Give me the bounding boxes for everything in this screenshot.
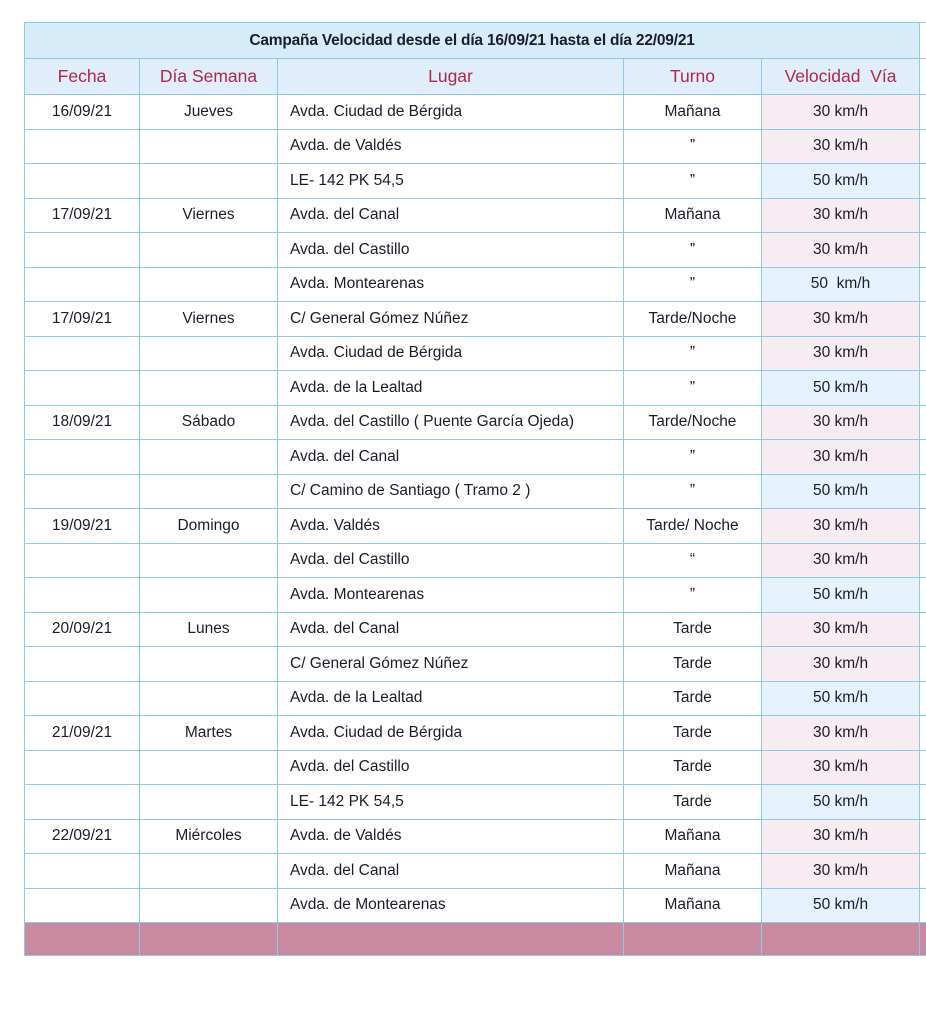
cell-fecha	[25, 888, 140, 923]
cell-turno: ”	[624, 336, 762, 371]
cell-lugar: C/ Camino de Santiago ( Tramo 2 )	[278, 474, 624, 509]
footer-cell	[762, 923, 920, 956]
cell-velocidad: 50 km/h	[762, 267, 920, 302]
cell-lugar: Avda. Montearenas	[278, 578, 624, 613]
header-lugar: Lugar	[278, 59, 624, 95]
cell-dia-semana	[140, 785, 278, 820]
cell-fecha: 17/09/21	[25, 198, 140, 233]
cell-fecha	[25, 750, 140, 785]
cell-lugar: Avda. Valdés	[278, 509, 624, 544]
footer-cell	[278, 923, 624, 956]
cell-velocidad: 30 km/h	[762, 819, 920, 854]
table-edge-cell	[920, 785, 926, 820]
cell-turno: Tarde	[624, 750, 762, 785]
table-row	[25, 336, 926, 371]
table-edge-cell	[920, 302, 926, 337]
cell-fecha: 22/09/21	[25, 819, 140, 854]
table-edge-cell	[920, 509, 926, 544]
cell-dia-semana: Jueves	[140, 95, 278, 130]
cell-fecha: 17/09/21	[25, 302, 140, 337]
cell-fecha	[25, 371, 140, 406]
footer-cell	[624, 923, 762, 956]
cell-dia-semana	[140, 164, 278, 199]
cell-dia-semana: Sábado	[140, 405, 278, 440]
cell-dia-semana: Viernes	[140, 198, 278, 233]
table-edge-cell	[920, 59, 926, 95]
cell-lugar: C/ General Gómez Núñez	[278, 302, 624, 337]
cell-turno: Tarde/Noche	[624, 405, 762, 440]
cell-velocidad: 50 km/h	[762, 371, 920, 406]
cell-lugar: Avda. del Canal	[278, 440, 624, 475]
table-row	[25, 819, 926, 854]
cell-turno: ”	[624, 578, 762, 613]
cell-velocidad: 30 km/h	[762, 612, 920, 647]
table-edge-cell	[920, 716, 926, 751]
table-edge-cell	[920, 336, 926, 371]
cell-velocidad: 30 km/h	[762, 129, 920, 164]
table-row	[25, 440, 926, 475]
cell-fecha	[25, 164, 140, 199]
cell-turno: Tarde	[624, 716, 762, 751]
cell-turno: Mañana	[624, 854, 762, 889]
cell-lugar: Avda. de la Lealtad	[278, 681, 624, 716]
cell-lugar: LE- 142 PK 54,5	[278, 164, 624, 199]
cell-dia-semana	[140, 578, 278, 613]
table-row	[25, 888, 926, 923]
table-row	[25, 95, 926, 130]
cell-lugar: Avda. Ciudad de Bérgida	[278, 95, 624, 130]
cell-lugar: Avda. de Valdés	[278, 819, 624, 854]
cell-fecha	[25, 854, 140, 889]
table-row	[25, 647, 926, 682]
cell-fecha	[25, 785, 140, 820]
cell-velocidad: 50 km/h	[762, 681, 920, 716]
table-row	[25, 681, 926, 716]
cell-dia-semana	[140, 267, 278, 302]
table-edge-cell	[920, 440, 926, 475]
cell-lugar: Avda. de Valdés	[278, 129, 624, 164]
cell-dia-semana	[140, 233, 278, 268]
table-row	[25, 785, 926, 820]
cell-turno: Mañana	[624, 819, 762, 854]
cell-velocidad: 30 km/h	[762, 405, 920, 440]
table-edge-cell	[920, 578, 926, 613]
speed-campaign-document	[24, 22, 926, 956]
table-row	[25, 854, 926, 889]
cell-lugar: Avda. del Castillo	[278, 233, 624, 268]
cell-velocidad: 30 km/h	[762, 95, 920, 130]
cell-lugar: Avda. del Castillo ( Puente García Ojeda)	[278, 405, 624, 440]
cell-lugar: Avda. del Castillo	[278, 543, 624, 578]
cell-dia-semana: Martes	[140, 716, 278, 751]
cell-lugar: LE- 142 PK 54,5	[278, 785, 624, 820]
table-edge-cell	[920, 198, 926, 233]
cell-fecha: 18/09/21	[25, 405, 140, 440]
cell-fecha	[25, 647, 140, 682]
table-edge-cell	[920, 750, 926, 785]
cell-turno: “	[624, 543, 762, 578]
table-edge-cell	[920, 612, 926, 647]
cell-dia-semana	[140, 750, 278, 785]
footer-cell	[920, 923, 926, 956]
cell-fecha	[25, 129, 140, 164]
cell-fecha	[25, 440, 140, 475]
table-row	[25, 612, 926, 647]
cell-dia-semana: Lunes	[140, 612, 278, 647]
cell-lugar: Avda. Ciudad de Bérgida	[278, 716, 624, 751]
cell-lugar: Avda. del Castillo	[278, 750, 624, 785]
cell-dia-semana	[140, 543, 278, 578]
table-header-row	[25, 59, 926, 95]
cell-turno: Tarde	[624, 647, 762, 682]
table-body	[25, 95, 926, 923]
cell-fecha: 21/09/21	[25, 716, 140, 751]
cell-dia-semana: Viernes	[140, 302, 278, 337]
table-row	[25, 543, 926, 578]
cell-fecha	[25, 578, 140, 613]
cell-lugar: Avda. de Montearenas	[278, 888, 624, 923]
cell-velocidad: 30 km/h	[762, 543, 920, 578]
table-edge-cell	[920, 681, 926, 716]
footer-cell	[140, 923, 278, 956]
table-row	[25, 129, 926, 164]
cell-velocidad: 30 km/h	[762, 647, 920, 682]
cell-turno: ”	[624, 474, 762, 509]
cell-turno: ”	[624, 129, 762, 164]
table-row	[25, 405, 926, 440]
cell-fecha	[25, 233, 140, 268]
table-edge-cell	[920, 888, 926, 923]
header-fecha: Fecha	[25, 59, 140, 95]
cell-fecha	[25, 336, 140, 371]
header-velocidad-via: Velocidad Vía	[762, 59, 920, 95]
table-edge-cell	[920, 23, 926, 59]
cell-dia-semana	[140, 440, 278, 475]
cell-dia-semana: Domingo	[140, 509, 278, 544]
table-row	[25, 578, 926, 613]
table-edge-cell	[920, 164, 926, 199]
cell-turno: Mañana	[624, 95, 762, 130]
table-edge-cell	[920, 95, 926, 130]
cell-velocidad: 50 km/h	[762, 888, 920, 923]
cell-dia-semana	[140, 371, 278, 406]
table-row	[25, 302, 926, 337]
cell-fecha	[25, 543, 140, 578]
cell-turno: Tarde	[624, 785, 762, 820]
cell-turno: Mañana	[624, 888, 762, 923]
cell-fecha	[25, 681, 140, 716]
table-edge-cell	[920, 474, 926, 509]
cell-velocidad: 30 km/h	[762, 233, 920, 268]
cell-dia-semana	[140, 336, 278, 371]
table-row	[25, 509, 926, 544]
table-row	[25, 198, 926, 233]
cell-turno: ”	[624, 371, 762, 406]
cell-turno: Tarde	[624, 612, 762, 647]
cell-velocidad: 50 km/h	[762, 474, 920, 509]
cell-lugar: Avda. del Canal	[278, 854, 624, 889]
table-edge-cell	[920, 819, 926, 854]
table-footer-row	[25, 923, 926, 956]
cell-velocidad: 30 km/h	[762, 854, 920, 889]
cell-velocidad: 30 km/h	[762, 440, 920, 475]
cell-fecha: 20/09/21	[25, 612, 140, 647]
cell-dia-semana	[140, 888, 278, 923]
cell-turno: ”	[624, 267, 762, 302]
table-row	[25, 750, 926, 785]
cell-dia-semana	[140, 854, 278, 889]
cell-velocidad: 30 km/h	[762, 198, 920, 233]
cell-turno: ”	[624, 164, 762, 199]
cell-lugar: Avda. Ciudad de Bérgida	[278, 336, 624, 371]
header-dia-semana: Día Semana	[140, 59, 278, 95]
table-row	[25, 164, 926, 199]
table-edge-cell	[920, 371, 926, 406]
cell-velocidad: 30 km/h	[762, 750, 920, 785]
cell-lugar: Avda. Montearenas	[278, 267, 624, 302]
cell-velocidad: 30 km/h	[762, 302, 920, 337]
table-edge-cell	[920, 543, 926, 578]
cell-dia-semana	[140, 474, 278, 509]
cell-velocidad: 30 km/h	[762, 716, 920, 751]
cell-lugar: C/ General Gómez Núñez	[278, 647, 624, 682]
cell-dia-semana	[140, 647, 278, 682]
cell-turno: Mañana	[624, 198, 762, 233]
header-turno: Turno	[624, 59, 762, 95]
cell-turno: ”	[624, 233, 762, 268]
cell-fecha	[25, 267, 140, 302]
cell-turno: Tarde/ Noche	[624, 509, 762, 544]
speed-campaign-table	[24, 22, 926, 956]
table-edge-cell	[920, 129, 926, 164]
cell-dia-semana	[140, 129, 278, 164]
table-edge-cell	[920, 647, 926, 682]
cell-velocidad: 50 km/h	[762, 578, 920, 613]
footer-cell	[25, 923, 140, 956]
table-title: Campaña Velocidad desde el día 16/09/21 hasta el día 22/09/21	[25, 23, 920, 59]
cell-turno: Tarde	[624, 681, 762, 716]
cell-turno: ”	[624, 440, 762, 475]
table-row	[25, 233, 926, 268]
table-edge-cell	[920, 267, 926, 302]
table-edge-cell	[920, 854, 926, 889]
cell-fecha: 16/09/21	[25, 95, 140, 130]
table-edge-cell	[920, 233, 926, 268]
cell-dia-semana	[140, 681, 278, 716]
cell-velocidad: 50 km/h	[762, 164, 920, 199]
cell-fecha	[25, 474, 140, 509]
cell-velocidad: 30 km/h	[762, 336, 920, 371]
table-row	[25, 267, 926, 302]
table-row	[25, 716, 926, 751]
cell-lugar: Avda. de la Lealtad	[278, 371, 624, 406]
cell-velocidad: 50 km/h	[762, 785, 920, 820]
cell-velocidad: 30 km/h	[762, 509, 920, 544]
table-title-row	[25, 23, 926, 59]
table-edge-cell	[920, 405, 926, 440]
cell-lugar: Avda. del Canal	[278, 612, 624, 647]
cell-turno: Tarde/Noche	[624, 302, 762, 337]
table-row	[25, 371, 926, 406]
cell-dia-semana: Miércoles	[140, 819, 278, 854]
cell-lugar: Avda. del Canal	[278, 198, 624, 233]
table-row	[25, 474, 926, 509]
cell-fecha: 19/09/21	[25, 509, 140, 544]
